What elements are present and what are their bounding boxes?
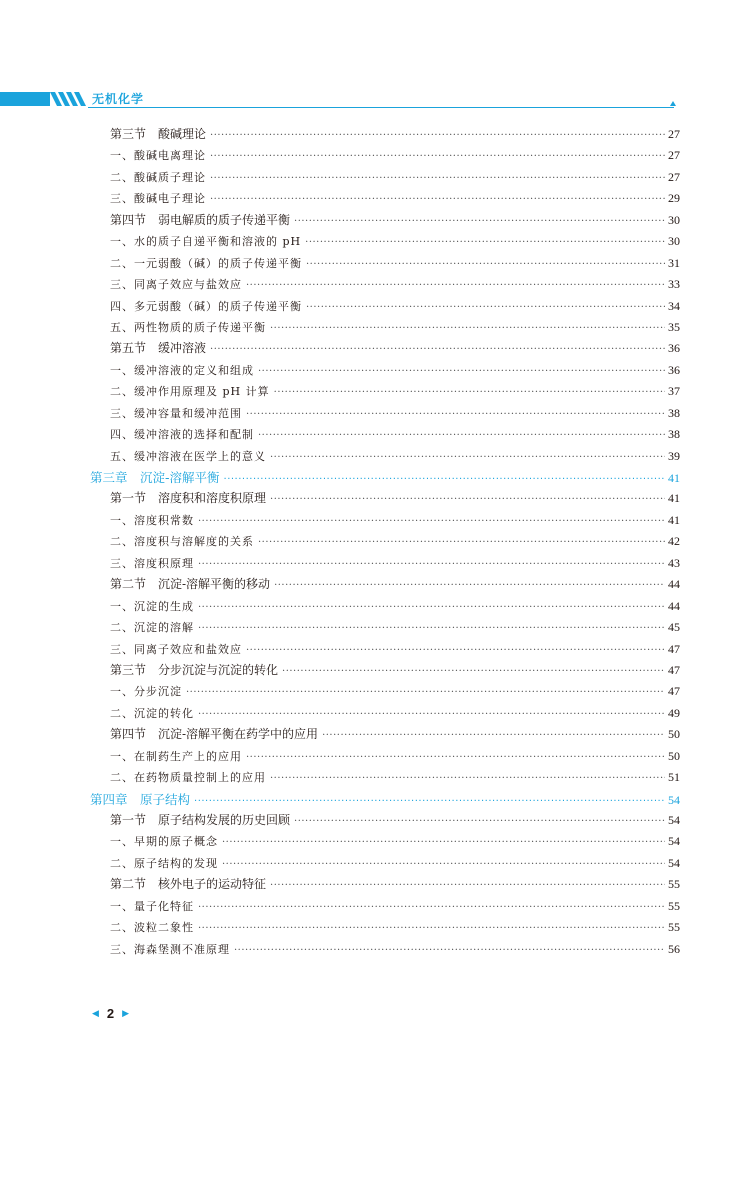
toc-page-number: 37 (668, 384, 680, 399)
toc-entry-title: 第三章 沉淀-溶解平衡 (90, 470, 220, 485)
toc-page-number: 41 (668, 512, 680, 527)
toc-leader-dots (198, 897, 665, 918)
toc-page-number: 30 (668, 212, 680, 227)
toc-entry-title: 三、溶度积原理 (110, 556, 194, 570)
toc-page-number: 41 (668, 491, 680, 506)
toc-leader-dots (224, 469, 665, 490)
toc-leader-dots (270, 447, 665, 468)
toc-page-number: 36 (668, 341, 680, 356)
toc-leader-dots (294, 211, 665, 232)
toc-leader-dots (258, 532, 665, 553)
toc-item-row[interactable] (90, 403, 680, 424)
toc-entry-title: 五、两性物质的质子传递平衡 (110, 320, 266, 334)
toc-section-row[interactable] (90, 338, 680, 359)
header-stripes-icon (50, 90, 86, 108)
toc-page-number: 54 (668, 834, 680, 849)
toc-leader-dots (222, 854, 665, 875)
toc-entry-title: 一、量子化特征 (110, 899, 194, 913)
toc-item-row[interactable] (90, 681, 680, 702)
toc-item-row[interactable] (90, 381, 680, 402)
toc-entry-title: 二、缓冲作用原理及 pH 计算 (110, 385, 270, 399)
toc-leader-dots (270, 318, 665, 339)
toc-entry-title: 二、原子结构的发现 (110, 856, 218, 870)
toc-entry-title: 第三节 分步沉淀与沉淀的转化 (110, 662, 279, 677)
toc-entry-title: 第二节 沉淀-溶解平衡的移动 (110, 577, 271, 592)
toc-item-row[interactable] (90, 296, 680, 317)
toc-item-row[interactable] (90, 553, 680, 574)
toc-entry-title: 一、沉淀的生成 (110, 599, 194, 613)
page-header (0, 90, 690, 110)
toc-item-row[interactable] (90, 510, 680, 531)
toc-entry-title: 三、酸碱电子理论 (110, 192, 206, 206)
toc-entry-title: 一、水的质子自递平衡和溶液的 pH (110, 235, 302, 249)
toc-page-number: 43 (668, 555, 680, 570)
toc-item-row[interactable] (90, 360, 680, 381)
toc-item-row[interactable] (90, 424, 680, 445)
toc-leader-dots (198, 618, 665, 639)
toc-leader-dots (194, 791, 665, 812)
toc-entry-title: 一、早期的原子概念 (110, 835, 218, 849)
toc-page-number: 51 (668, 770, 680, 785)
toc-page-number: 38 (668, 427, 680, 442)
toc-item-row[interactable] (90, 167, 680, 188)
toc-entry-title: 第四节 弱电解质的质子传递平衡 (110, 212, 291, 227)
toc-section-row[interactable] (90, 874, 680, 895)
page-number: 2 (106, 1005, 115, 1021)
toc-entry-title: 第二节 核外电子的运动特征 (110, 877, 267, 892)
toc-leader-dots (246, 275, 665, 296)
toc-page-number: 27 (668, 148, 680, 163)
toc-leader-dots (198, 554, 665, 575)
toc-entry-title: 一、酸碱电离理论 (110, 149, 206, 163)
toc-item-row[interactable] (90, 939, 680, 960)
toc-item-row[interactable] (90, 617, 680, 638)
toc-section-row[interactable] (90, 660, 680, 681)
toc-page-number: 36 (668, 362, 680, 377)
toc-page-number: 29 (668, 191, 680, 206)
toc-item-row[interactable] (90, 317, 680, 338)
page-footer (92, 1005, 129, 1021)
toc-leader-dots (270, 875, 665, 896)
toc-entry-title: 四、缓冲溶液的选择和配制 (110, 428, 254, 442)
toc-page-number: 56 (668, 941, 680, 956)
toc-leader-dots (198, 597, 665, 618)
toc-leader-dots (186, 682, 665, 703)
toc-leader-dots (198, 704, 665, 725)
toc-leader-dots (322, 725, 665, 746)
toc-page-number: 54 (668, 813, 680, 827)
toc-chapter-row[interactable] (90, 789, 680, 810)
toc-item-row[interactable] (90, 767, 680, 788)
toc-leader-dots (234, 940, 665, 961)
toc-leader-dots (258, 361, 665, 382)
toc-item-row[interactable] (90, 145, 680, 166)
toc-page-number: 41 (668, 471, 680, 485)
toc-entry-title: 四、多元弱酸（碱）的质子传递平衡 (110, 299, 302, 313)
toc-entry-title: 二、沉淀的转化 (110, 706, 194, 720)
toc-section-row[interactable] (90, 210, 680, 231)
toc-leader-dots (210, 339, 665, 360)
toc-item-row[interactable] (90, 253, 680, 274)
header-rule (88, 107, 674, 108)
toc-page-number: 27 (668, 169, 680, 184)
toc-page-number: 42 (668, 534, 680, 549)
toc-section-row[interactable] (90, 810, 680, 831)
toc-item-row[interactable] (90, 531, 680, 552)
toc-item-row[interactable] (90, 188, 680, 209)
toc-entry-title: 三、缓冲容量和缓冲范围 (110, 406, 242, 420)
toc-leader-dots (246, 747, 665, 768)
toc-leader-dots (306, 254, 665, 275)
toc-chapter-row[interactable] (90, 467, 680, 488)
toc-page-number: 47 (668, 662, 680, 677)
toc-leader-dots (274, 575, 665, 596)
toc-entry-title: 二、溶度积与溶解度的关系 (110, 535, 254, 549)
toc-leader-dots (210, 146, 665, 167)
toc-leader-dots (306, 297, 665, 318)
toc-leader-dots (198, 918, 665, 939)
toc-entry-title: 二、一元弱酸（碱）的质子传递平衡 (110, 256, 302, 270)
toc-entry-title: 第一节 溶度积和溶度积原理 (110, 491, 267, 506)
toc-item-row[interactable] (90, 446, 680, 467)
toc-item-row[interactable] (90, 831, 680, 852)
toc-entry-title: 一、分步沉淀 (110, 685, 182, 699)
toc-entry-title: 一、在制药生产上的应用 (110, 749, 242, 763)
toc-entry-title: 第五节 缓冲溶液 (110, 341, 207, 356)
toc-item-row[interactable] (90, 274, 680, 295)
toc-leader-dots (305, 232, 665, 253)
toc-leader-dots (246, 404, 665, 425)
toc-leader-dots (282, 661, 665, 682)
toc-page-number: 55 (668, 920, 680, 935)
toc-entry-title: 三、同离子效应和盐效应 (110, 642, 242, 656)
toc-page-number: 35 (668, 319, 680, 334)
toc-page-number: 31 (668, 255, 680, 270)
toc-item-row[interactable] (90, 231, 680, 252)
toc-page-number: 30 (668, 234, 680, 249)
toc-page-number: 55 (668, 898, 680, 913)
toc-entry-title: 二、波粒二象性 (110, 921, 194, 935)
toc-leader-dots (210, 168, 665, 189)
toc-item-row[interactable] (90, 639, 680, 660)
toc-page-number: 47 (668, 684, 680, 699)
toc-page-number: 44 (668, 577, 680, 592)
toc-leader-dots (210, 125, 665, 146)
toc-item-row[interactable] (90, 746, 680, 767)
toc-leader-dots (270, 489, 665, 510)
toc-section-row[interactable] (90, 124, 680, 145)
toc-page-number: 45 (668, 620, 680, 635)
header-accent-bar (0, 92, 50, 106)
toc-page-number: 44 (668, 598, 680, 613)
toc-leader-dots (294, 811, 665, 832)
toc-item-row[interactable] (90, 853, 680, 874)
toc-page-number: 50 (668, 727, 680, 742)
toc-leader-dots (246, 640, 665, 661)
toc-entry-title: 三、海森堡测不准原理 (110, 942, 230, 956)
header-rule-tip-icon (670, 101, 676, 106)
toc-item-row[interactable] (90, 896, 680, 917)
table-of-contents (90, 124, 680, 960)
toc-page-number: 54 (668, 855, 680, 870)
toc-section-row[interactable] (90, 488, 680, 509)
toc-page-number: 38 (668, 405, 680, 420)
toc-entry-title: 二、酸碱质子理论 (110, 170, 206, 184)
toc-item-row[interactable] (90, 703, 680, 724)
toc-item-row[interactable] (90, 596, 680, 617)
toc-page-number: 39 (668, 448, 680, 463)
toc-page-number: 50 (668, 748, 680, 763)
toc-page-number: 49 (668, 705, 680, 720)
toc-page-number: 47 (668, 641, 680, 656)
toc-entry-title: 第四节 沉淀-溶解平衡在药学中的应用 (110, 727, 319, 742)
toc-entry-title: 三、同离子效应与盐效应 (110, 278, 242, 292)
prev-page-icon[interactable]: ◀ (92, 1007, 99, 1018)
toc-entry-title: 二、沉淀的溶解 (110, 621, 194, 635)
book-title: 无机化学 (92, 92, 145, 106)
toc-leader-dots (210, 189, 665, 210)
toc-leader-dots (274, 382, 665, 403)
next-page-icon[interactable]: ▶ (122, 1007, 130, 1018)
toc-entry-title: 一、溶度积常数 (110, 513, 194, 527)
toc-item-row[interactable] (90, 917, 680, 938)
toc-page-number: 33 (668, 277, 680, 292)
toc-page-number: 27 (668, 127, 680, 141)
toc-leader-dots (258, 425, 665, 446)
toc-leader-dots (198, 511, 665, 532)
toc-leader-dots (222, 832, 665, 853)
toc-entry-title: 第一节 原子结构发展的历史回顾 (110, 813, 291, 827)
toc-section-row[interactable] (90, 724, 680, 745)
toc-entry-title: 第三节 酸碱理论 (110, 127, 207, 141)
toc-entry-title: 五、缓冲溶液在医学上的意义 (110, 449, 266, 463)
toc-page-number: 54 (668, 792, 680, 807)
toc-entry-title: 二、在药物质量控制上的应用 (110, 771, 266, 785)
toc-entry-title: 一、缓冲溶液的定义和组成 (110, 363, 254, 377)
toc-page-number: 55 (668, 877, 680, 892)
toc-entry-title: 第四章 原子结构 (90, 791, 191, 807)
toc-section-row[interactable] (90, 574, 680, 595)
toc-leader-dots (270, 768, 665, 789)
toc-page-number: 34 (668, 298, 680, 313)
